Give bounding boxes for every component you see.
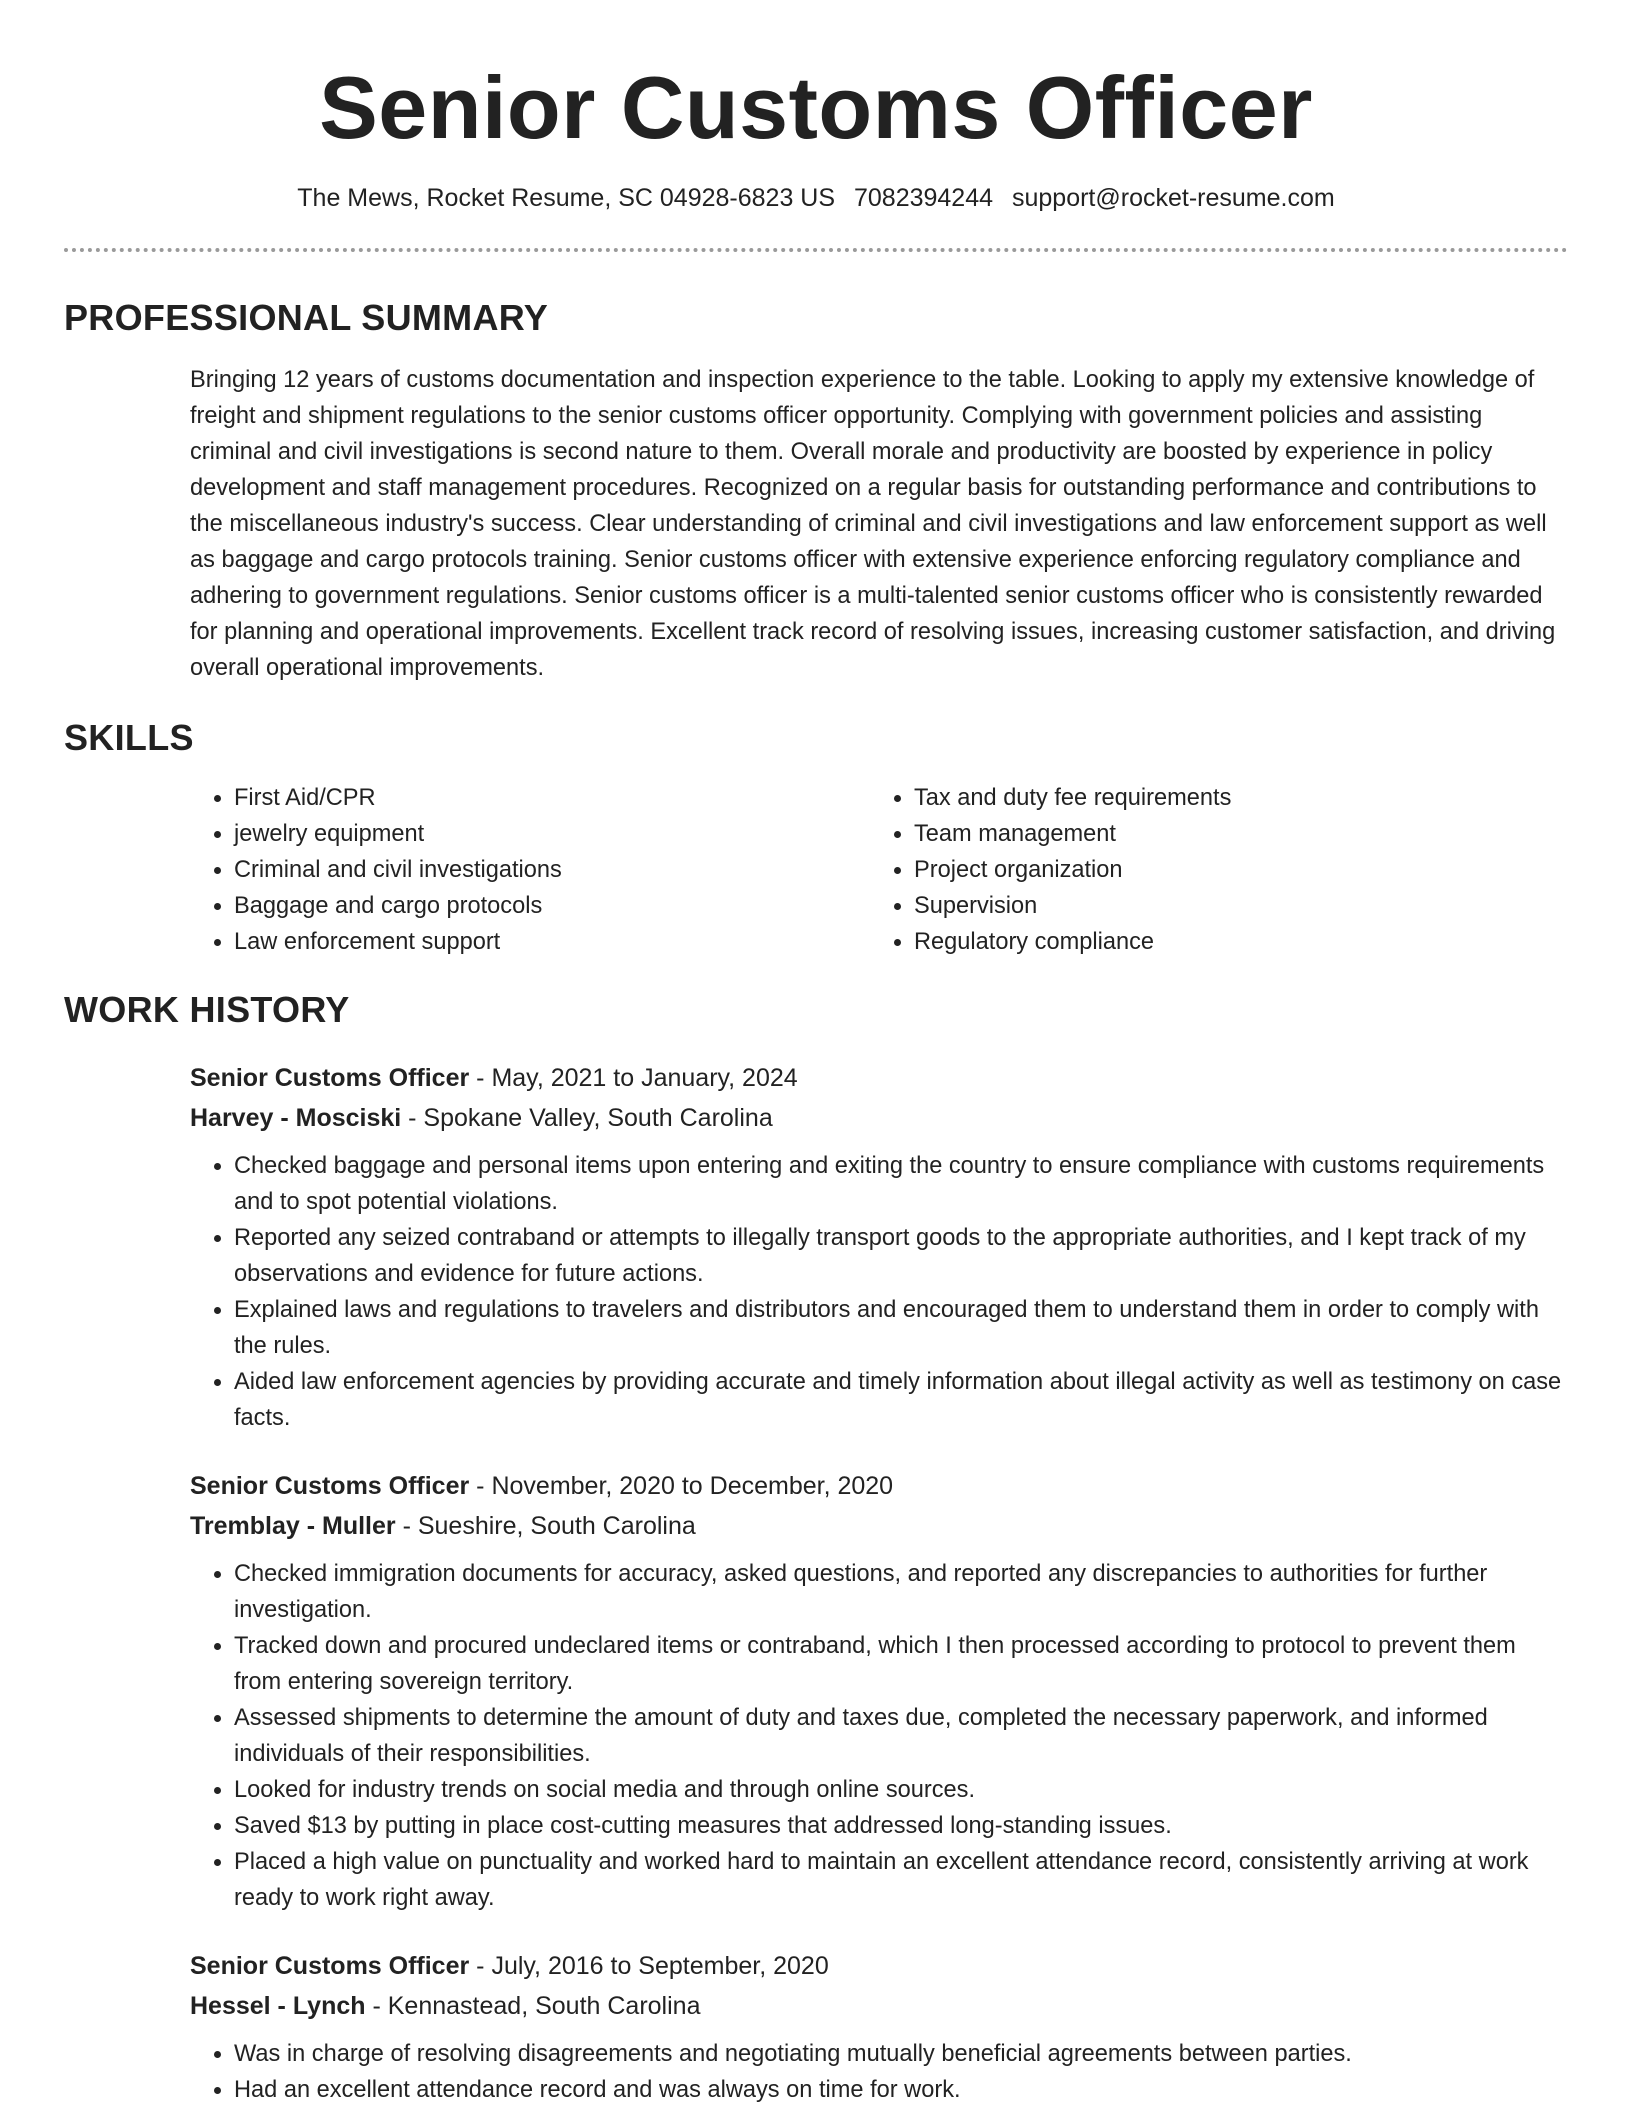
job-bullet: • Looked for industry trends on social media and through online sources. (234, 1772, 1568, 1808)
job-company-line (190, 1098, 1568, 1138)
skill-item: • Team management (914, 816, 1514, 852)
job-entry (190, 1466, 1568, 1916)
skills-list (190, 780, 1568, 960)
job-dates: - November, 2020 to December, 2020 (469, 1472, 894, 1500)
skills-column-left (190, 780, 870, 960)
skill-item: • Regulatory compliance (914, 924, 1514, 960)
job-bullet: • Explained laws and regulations to travelers and distributors and encouraged them to understand them in order to comply with the rules. (234, 1292, 1568, 1364)
job-location: - Kennastead, South Carolina (365, 1992, 701, 2020)
skill-item: • Law enforcement support (234, 924, 870, 960)
job-bullet: • Assessed shipments to determine the amount of duty and taxes due, completed the necessary paperwork, and informed individuals of their responsibilities. (234, 1700, 1568, 1772)
summary-text: Bringing 12 years of customs documentation and inspection experience to the table. Looking to apply my extensive knowledge of freight and shipment regulations to the senior customs officer opportunity. Complying with government policies and assisting criminal and civil investigations is second nature to them. Overall morale and productivity are boosted by experience in policy development and staff management procedures. Recognized on a regular basis for outstanding performance and contributions to the miscellaneous industry's success. Clear understanding of criminal and civil investigations and law enforcement support as well as baggage and cargo protocols training. Senior customs officer with extensive experience enforcing regulatory compliance and adhering to government regulations. Senior customs officer is a multi-talented senior customs officer who is consistently rewarded for planning and operational improvements. Excellent track record of resolving issues, increasing customer satisfaction, and driving overall operational improvements. (190, 367, 1556, 681)
job-bullet: • Tracked down and procured undeclared items or contraband, which I then processed according to protocol to prevent them from entering sovereign territory. (234, 1628, 1568, 1700)
job-title-line (190, 1466, 1568, 1506)
contact-phone: 7082394244 (853, 184, 994, 212)
job-bullet: • Checked immigration documents for accuracy, asked questions, and reported any discrepancies to authorities for further investigation. (234, 1556, 1568, 1628)
job-dates: - July, 2016 to September, 2020 (469, 1952, 829, 1980)
skill-item: • First Aid/CPR (234, 780, 870, 816)
skill-item: • Project organization (914, 852, 1514, 888)
job-bullet: • Checked baggage and personal items upon entering and exiting the country to ensure compliance with customs requirements and to spot potential violations. (234, 1148, 1568, 1220)
skills-column-right (870, 780, 1514, 960)
job-entry (190, 1058, 1568, 1436)
candidate-name: Senior Customs Officer (319, 58, 1313, 157)
job-bullets (190, 1148, 1568, 1436)
resume-page (64, 0, 1568, 2108)
job-bullet: • Placed a high value on punctuality and worked hard to maintain an excellent attendance record, consistently arriving at work ready to work right away. (234, 1844, 1568, 1916)
summary-heading: PROFESSIONAL SUMMARY (64, 297, 549, 338)
contact-line (64, 182, 1568, 214)
job-title-line (190, 1946, 1568, 1986)
job-role: Senior Customs Officer (190, 1064, 470, 1092)
skill-item: • Criminal and civil investigations (234, 852, 870, 888)
job-location: - Sueshire, South Carolina (395, 1512, 696, 1540)
skill-item: • Baggage and cargo protocols (234, 888, 870, 924)
header-divider (64, 248, 1568, 252)
job-role: Senior Customs Officer (190, 1952, 470, 1980)
job-bullet: • Had an excellent attendance record and was always on time for work. (234, 2072, 1568, 2108)
job-location: - Spokane Valley, South Carolina (401, 1104, 773, 1132)
job-bullets (190, 1556, 1568, 1916)
job-entry (190, 1946, 1568, 2108)
job-bullets (190, 2036, 1568, 2108)
job-company: Tremblay - Muller (190, 1512, 396, 1540)
work-history-heading: WORK HISTORY (64, 989, 350, 1030)
job-bullet: • Reported any seized contraband or attempts to illegally transport goods to the appropriate authorities, and I kept track of my observations and evidence for future actions. (234, 1220, 1568, 1292)
job-dates: - May, 2021 to January, 2024 (469, 1064, 798, 1092)
skill-item: • jewelry equipment (234, 816, 870, 852)
job-company: Hessel - Lynch (190, 1992, 366, 2020)
skills-heading: SKILLS (64, 717, 194, 758)
job-company-line (190, 1986, 1568, 2026)
contact-address: The Mews, Rocket Resume, SC 04928-6823 US (297, 184, 836, 212)
contact-email: support@rocket-resume.com (1011, 184, 1335, 212)
skill-item: • Supervision (914, 888, 1514, 924)
job-title-line (190, 1058, 1568, 1098)
job-company: Harvey - Mosciski (190, 1104, 402, 1132)
skill-item: • Tax and duty fee requirements (914, 780, 1514, 816)
job-bullet: • Saved $13 by putting in place cost-cutting measures that addressed long-standing issues. (234, 1808, 1568, 1844)
job-bullet: • Aided law enforcement agencies by providing accurate and timely information about illegal activity as well as testimony on case facts. (234, 1364, 1568, 1436)
job-company-line (190, 1506, 1568, 1546)
job-bullet: • Was in charge of resolving disagreements and negotiating mutually beneficial agreements between parties. (234, 2036, 1568, 2072)
job-role: Senior Customs Officer (190, 1472, 470, 1500)
